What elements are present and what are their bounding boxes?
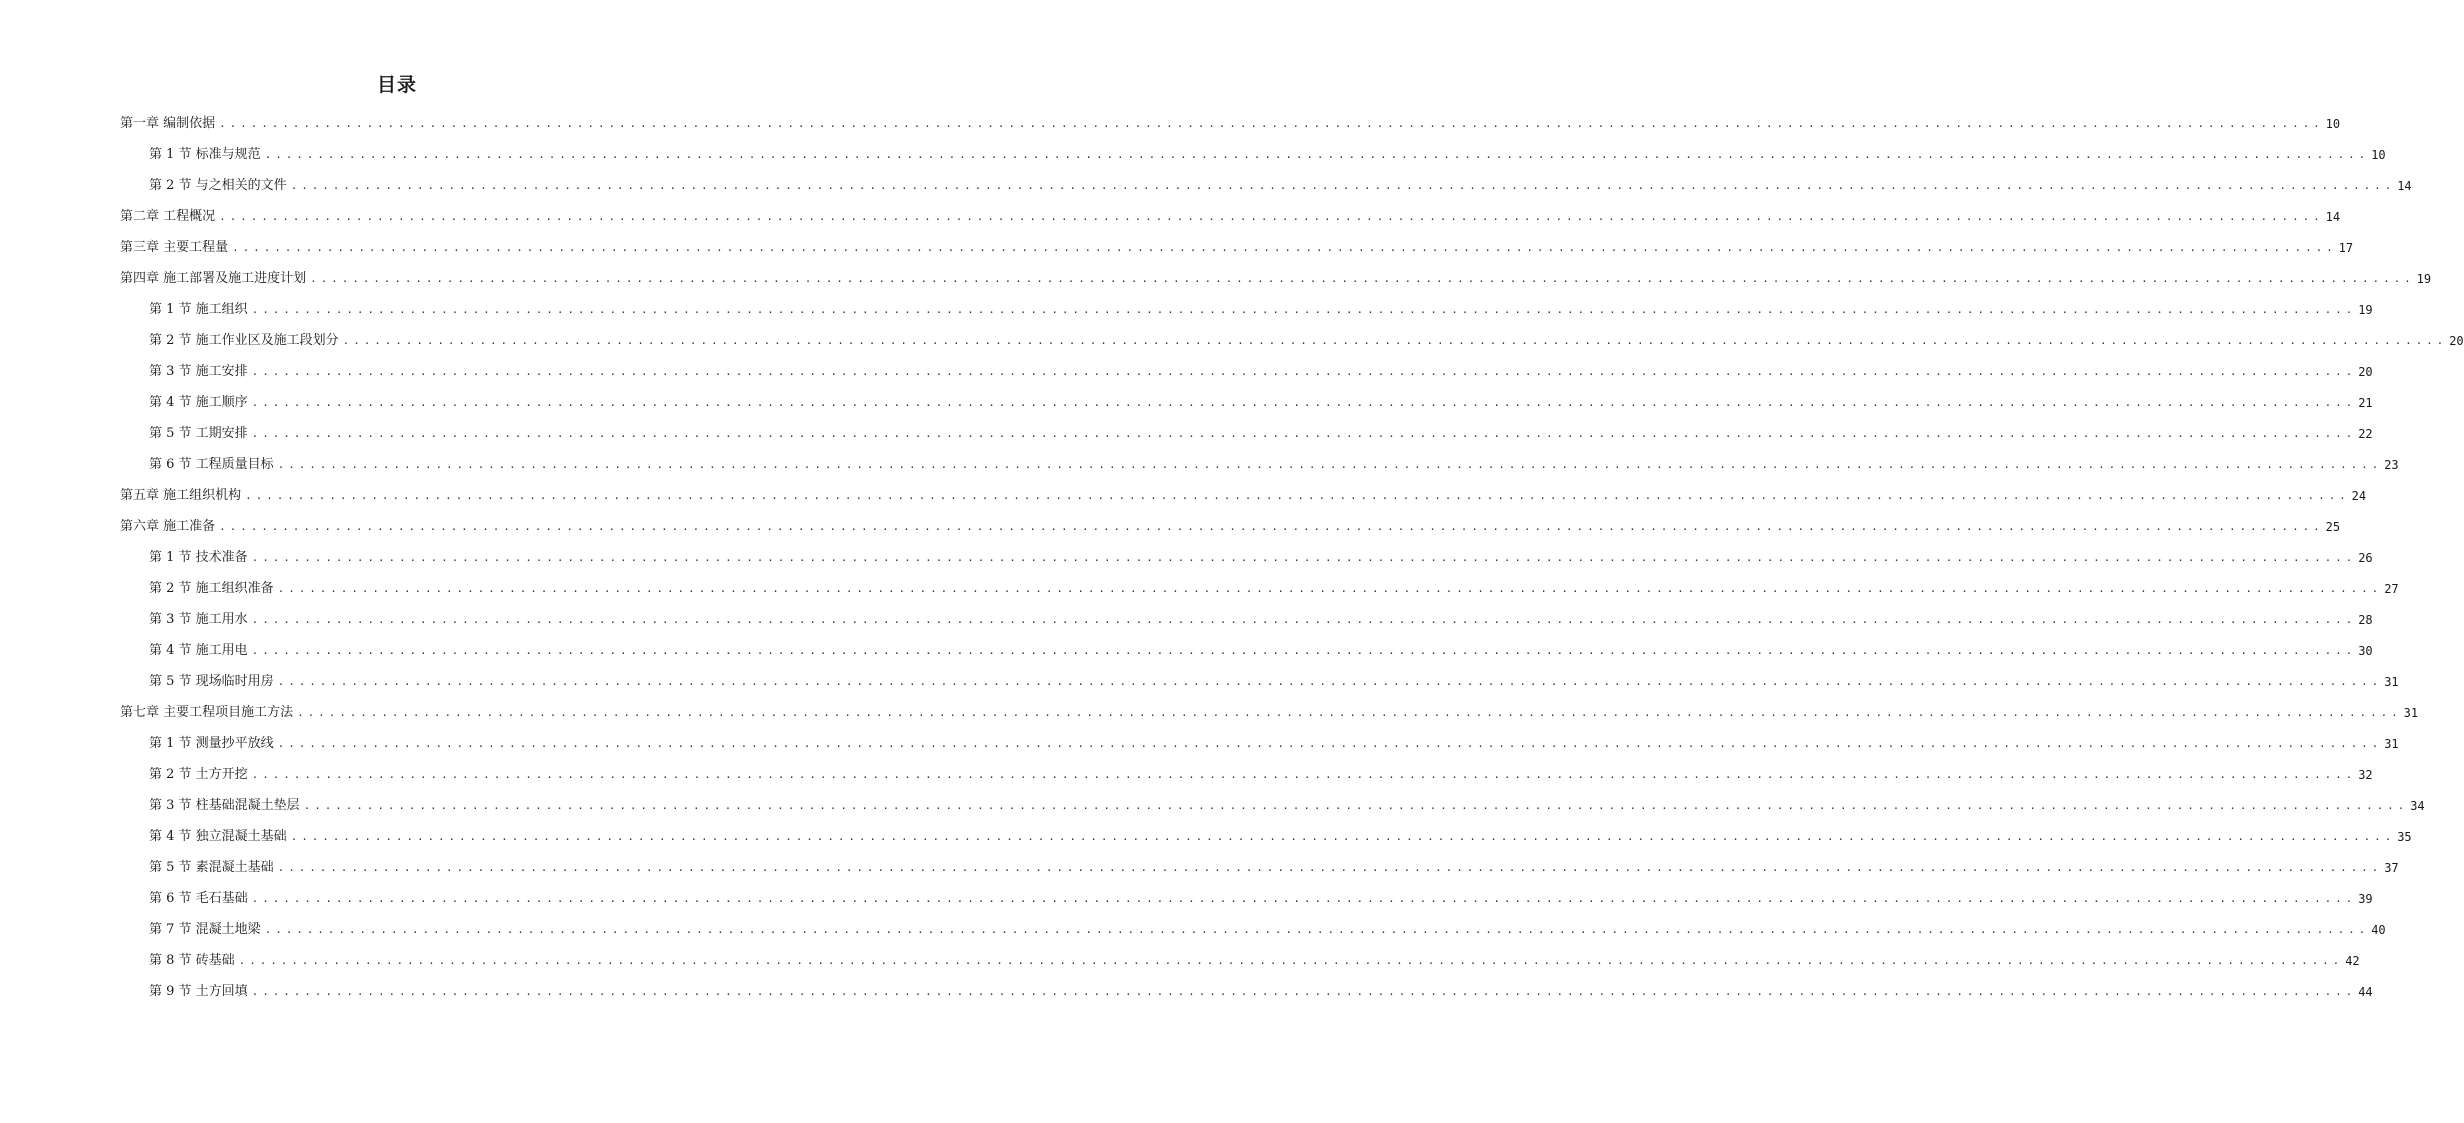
toc-section-entry[interactable] <box>149 761 2373 783</box>
toc-section-entry[interactable] <box>149 544 2373 566</box>
toc-page-number: 14 <box>2397 179 2412 193</box>
toc-page-number: 20 <box>2358 365 2373 379</box>
toc-section-entry[interactable] <box>149 451 2399 473</box>
toc-dot-leader: ........................................................................................................................................................................................................ <box>251 365 2357 378</box>
toc-dot-leader: ........................................................................................................................................................................................................ <box>264 923 2370 936</box>
toc-entry-label: 第 5 节 工期安排 <box>149 426 248 441</box>
toc-entry-label: 第 8 节 砖基础 <box>149 953 235 968</box>
toc-page-number: 10 <box>2325 117 2341 131</box>
toc-dot-leader: ........................................................................................................................................................................................................ <box>277 861 2383 874</box>
toc-entry-label: 第二章 工程概况 <box>120 209 216 224</box>
toc-page-number: 35 <box>2397 830 2412 844</box>
toc-section-entry[interactable] <box>149 792 2425 814</box>
toc-section-entry[interactable] <box>149 358 2373 380</box>
toc-section-entry[interactable] <box>149 420 2373 442</box>
toc-dot-leader: ........................................................................................................................................................................................................ <box>219 520 2324 533</box>
toc-chapter-entry[interactable] <box>120 234 2354 256</box>
toc-dot-leader: ........................................................................................................................................................................................................ <box>232 241 2337 254</box>
toc-dot-leader: ........................................................................................................................................................................................................ <box>251 303 2357 316</box>
toc-dot-leader: ........................................................................................................................................................................................................ <box>251 985 2357 998</box>
toc-dot-leader: ........................................................................................................................................................................................................ <box>277 458 2383 471</box>
toc-page-number: 32 <box>2358 768 2373 782</box>
toc-page-number: 19 <box>2416 272 2432 286</box>
toc-page-number: 14 <box>2325 210 2341 224</box>
toc-dot-leader: ........................................................................................................................................................................................................ <box>290 830 2396 843</box>
toc-entry-label: 第四章 施工部署及施工进度计划 <box>120 271 307 286</box>
toc-entry-label: 第 3 节 柱基础混凝土垫层 <box>149 798 300 813</box>
toc-page-number: 34 <box>2410 799 2425 813</box>
toc-page-number: 21 <box>2358 396 2373 410</box>
toc-page-number: 20 <box>2449 334 2464 348</box>
toc-page-number: 24 <box>2351 489 2367 503</box>
toc-section-entry[interactable] <box>149 978 2373 1000</box>
toc-section-entry[interactable] <box>149 730 2399 752</box>
toc-page-number: 25 <box>2325 520 2341 534</box>
toc-entry-label: 第 2 节 施工组织准备 <box>149 581 274 596</box>
toc-page-number: 22 <box>2358 427 2373 441</box>
toc-dot-leader: ........................................................................................................................................................................................................ <box>251 768 2357 781</box>
toc-entry-label: 第 4 节 独立混凝土基础 <box>149 829 287 844</box>
toc-dot-leader: ........................................................................................................................................................................................................ <box>251 396 2357 409</box>
toc-page-number: 30 <box>2358 644 2373 658</box>
toc-dot-leader: ........................................................................................................................................................................................................ <box>251 644 2357 657</box>
toc-chapter-entry[interactable] <box>120 482 2367 504</box>
toc-section-entry[interactable] <box>149 885 2373 907</box>
toc-chapter-entry[interactable] <box>120 699 2419 721</box>
toc-dot-leader: ........................................................................................................................................................................................................ <box>303 799 2409 812</box>
toc-dot-leader: ........................................................................................................................................................................................................ <box>277 737 2383 750</box>
toc-section-entry[interactable] <box>149 575 2399 597</box>
toc-entry-label: 第 6 节 工程质量目标 <box>149 457 274 472</box>
toc-section-entry[interactable] <box>149 823 2412 845</box>
toc-page-number: 17 <box>2338 241 2354 255</box>
toc-chapter-entry[interactable] <box>120 513 2341 535</box>
toc-dot-leader: ........................................................................................................................................................................................................ <box>251 427 2357 440</box>
toc-dot-leader: ........................................................................................................................................................................................................ <box>290 179 2396 192</box>
toc-entry-label: 第 1 节 施工组织 <box>149 302 248 317</box>
toc-page-number: 40 <box>2371 923 2386 937</box>
toc-entry-label: 第 5 节 现场临时用房 <box>149 674 274 689</box>
toc-dot-leader: ........................................................................................................................................................................................................ <box>277 675 2383 688</box>
toc-page-number: 31 <box>2384 675 2399 689</box>
toc-entry-label: 第五章 施工组织机构 <box>120 488 242 503</box>
toc-dot-leader: ........................................................................................................................................................................................................ <box>297 706 2402 719</box>
toc-page-number: 26 <box>2358 551 2373 565</box>
toc-entry-label: 第 4 节 施工顺序 <box>149 395 248 410</box>
toc-section-entry[interactable] <box>149 947 2360 969</box>
toc-dot-leader: ........................................................................................................................................................................................................ <box>219 210 2324 223</box>
toc-dot-leader: ........................................................................................................................................................................................................ <box>245 489 2350 502</box>
toc-dot-leader: ........................................................................................................................................................................................................ <box>251 613 2357 626</box>
toc-section-entry[interactable] <box>149 854 2399 876</box>
toc-page-number: 23 <box>2384 458 2399 472</box>
toc-entry-label: 第 2 节 施工作业区及施工段划分 <box>149 333 339 348</box>
toc-section-entry[interactable] <box>149 637 2373 659</box>
toc-page-number: 27 <box>2384 582 2399 596</box>
toc-entry-label: 第 1 节 测量抄平放线 <box>149 736 274 751</box>
toc-page-number: 39 <box>2358 892 2373 906</box>
toc-page-number: 28 <box>2358 613 2373 627</box>
toc-chapter-entry[interactable] <box>120 265 2432 287</box>
toc-entry-label: 第 3 节 施工用水 <box>149 612 248 627</box>
toc-entry-label: 第七章 主要工程项目施工方法 <box>120 705 294 720</box>
toc-entry-label: 第 2 节 与之相关的文件 <box>149 178 287 193</box>
toc-entry-label: 第 2 节 土方开挖 <box>149 767 248 782</box>
toc-section-entry[interactable] <box>149 606 2373 628</box>
toc-page-number: 42 <box>2345 954 2360 968</box>
toc-entry-label: 第六章 施工准备 <box>120 519 216 534</box>
toc-section-entry[interactable] <box>149 327 2464 349</box>
toc-page-number: 37 <box>2384 861 2399 875</box>
toc-section-entry[interactable] <box>149 389 2373 411</box>
toc-section-entry[interactable] <box>149 916 2386 938</box>
toc-page-number: 19 <box>2358 303 2373 317</box>
toc-entry-label: 第 5 节 素混凝土基础 <box>149 860 274 875</box>
toc-section-entry[interactable] <box>149 141 2386 163</box>
toc-page-number: 31 <box>2384 737 2399 751</box>
toc-chapter-entry[interactable] <box>120 110 2341 132</box>
toc-chapter-entry[interactable] <box>120 203 2341 225</box>
toc-entry-label: 第三章 主要工程量 <box>120 240 229 255</box>
toc-page-number: 31 <box>2403 706 2419 720</box>
toc-dot-leader: ........................................................................................................................................................................................................ <box>238 954 2344 967</box>
toc-entry-label: 第一章 编制依据 <box>120 116 216 131</box>
toc-dot-leader: ........................................................................................................................................................................................................ <box>251 551 2357 564</box>
toc-page-number: 10 <box>2371 148 2386 162</box>
toc-section-entry[interactable] <box>149 172 2412 194</box>
toc-entry-label: 第 3 节 施工安排 <box>149 364 248 379</box>
toc-dot-leader: ........................................................................................................................................................................................................ <box>310 272 2415 285</box>
toc-section-entry[interactable] <box>149 296 2373 318</box>
toc-dot-leader: ........................................................................................................................................................................................................ <box>264 148 2370 161</box>
toc-page-number: 44 <box>2358 985 2373 999</box>
toc-dot-leader: ........................................................................................................................................................................................................ <box>251 892 2357 905</box>
toc-dot-leader: ........................................................................................................................................................................................................ <box>277 582 2383 595</box>
toc-dot-leader: ........................................................................................................................................................................................................ <box>342 334 2448 347</box>
page-title: 目录 <box>376 74 417 96</box>
toc-entry-label: 第 6 节 毛石基础 <box>149 891 248 906</box>
toc-entry-label: 第 9 节 土方回填 <box>149 984 248 999</box>
toc-section-entry[interactable] <box>149 668 2399 690</box>
toc-entry-label: 第 1 节 技术准备 <box>149 550 248 565</box>
toc-dot-leader: ........................................................................................................................................................................................................ <box>219 117 2324 130</box>
toc-entry-label: 第 1 节 标准与规范 <box>149 147 261 162</box>
toc-entry-label: 第 4 节 施工用电 <box>149 643 248 658</box>
toc-entry-label: 第 7 节 混凝土地梁 <box>149 922 261 937</box>
